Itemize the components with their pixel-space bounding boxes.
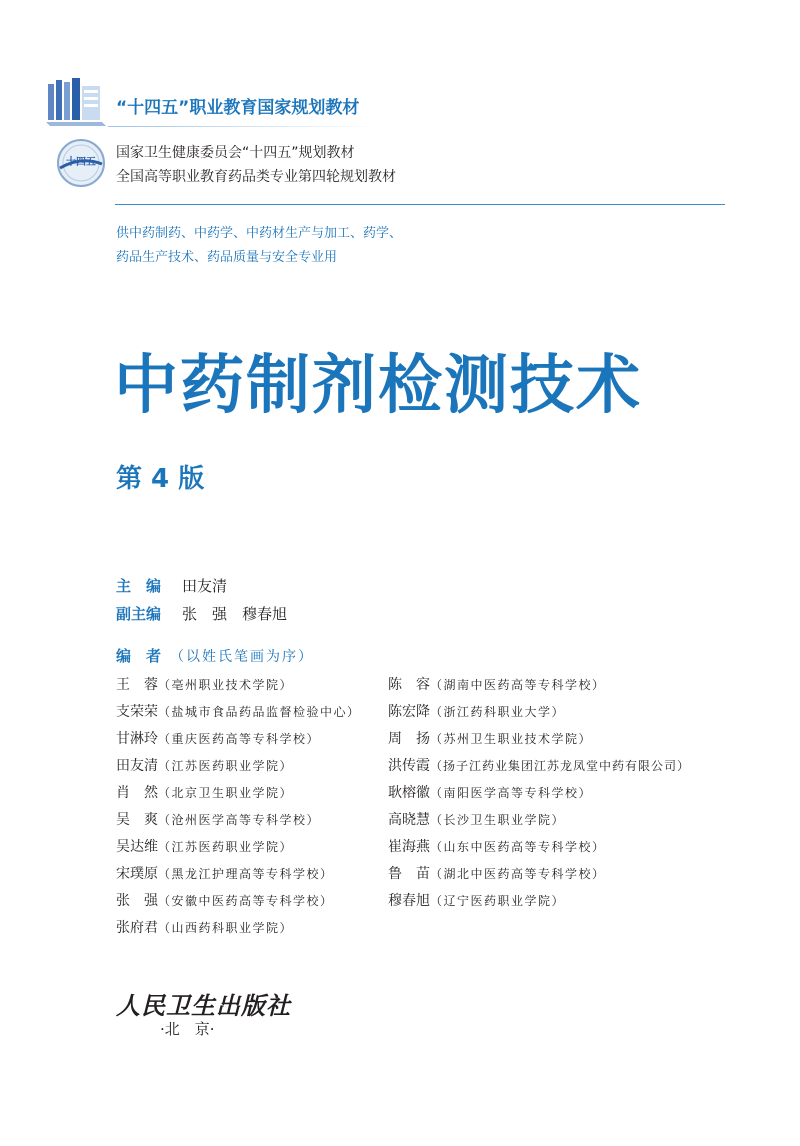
- editor-affiliation: （江苏医药职业学院）: [158, 840, 294, 854]
- editor-name: 陈宏降: [388, 704, 430, 720]
- editor-affiliation: （山东中医药高等专科学校）: [430, 840, 606, 854]
- series-logo-icon: [46, 78, 106, 128]
- editor-entry: [388, 674, 606, 694]
- seal-text: 十四五: [66, 157, 96, 168]
- editor-entry: [116, 917, 293, 937]
- editor-affiliation: （江苏医药职业学院）: [158, 759, 294, 773]
- editor-entry: [116, 728, 320, 748]
- editor-affiliation: （长沙卫生职业学院）: [430, 813, 566, 827]
- editor-name: 陈 容: [388, 677, 430, 693]
- editor-name: 洪传霞: [388, 758, 430, 774]
- editor-entry: [388, 836, 606, 856]
- editor-entry: [116, 890, 334, 910]
- editor-name: 周 扬: [388, 731, 430, 747]
- editor-affiliation: （浙江药科职业大学）: [430, 705, 566, 719]
- editor-affiliation: （湖北中医药高等专科学校）: [430, 867, 606, 881]
- editors-label: 编 者: [116, 647, 162, 665]
- editor-name: 崔海燕: [388, 839, 430, 855]
- editor-affiliation: （盐城市食品药品监督检验中心）: [158, 705, 361, 719]
- editor-name: 张 强: [116, 893, 158, 909]
- editor-affiliation: （黑龙江护理高等专科学校）: [158, 867, 334, 881]
- plan-line: 全国高等职业教育药品类专业第四轮规划教材: [116, 169, 396, 185]
- editor-affiliation: （苏州卫生职业技术学院）: [430, 732, 593, 746]
- editor-name: 支荣荣: [116, 704, 158, 720]
- editor-entry: [388, 863, 606, 883]
- editor-entry: [388, 701, 565, 721]
- editor-affiliation: （安徽中医药高等专科学校）: [158, 894, 334, 908]
- editor-entry: [116, 755, 293, 775]
- editor-affiliation: （扬子江药业集团江苏龙凤堂中药有限公司）: [430, 759, 691, 773]
- editor-entry: [116, 701, 361, 721]
- chief-editor-name: 田友清: [182, 577, 228, 595]
- publisher-city: ·北 京·: [160, 1020, 215, 1038]
- editor-entry: [116, 809, 320, 829]
- deputy-editor-label: 副主编: [116, 605, 162, 623]
- editor-name: 王 蓉: [116, 677, 158, 693]
- editor-name: 甘淋玲: [116, 731, 158, 747]
- editor-entry: [388, 728, 592, 748]
- editor-name: 高晓慧: [388, 812, 430, 828]
- book-title: 中药制剂检测技术: [114, 349, 642, 423]
- editor-name: 肖 然: [116, 785, 158, 801]
- header-divider: [115, 204, 725, 205]
- chief-editor-label: 主 编: [116, 577, 162, 595]
- editor-affiliation: （山西药科职业学院）: [158, 921, 294, 935]
- editor-affiliation: （辽宁医药职业学院）: [430, 894, 566, 908]
- editor-name: 耿榕徽: [388, 785, 430, 801]
- editor-name: 鲁 苗: [388, 866, 430, 882]
- fourteenth-five-year-seal-icon: [56, 138, 106, 188]
- editor-name: 宋璞原: [116, 866, 158, 882]
- editor-entry: [388, 809, 565, 829]
- editor-affiliation: （沧州医学高等专科学校）: [158, 813, 321, 827]
- edition-label: 第 4 版: [116, 464, 205, 494]
- plan-line: 国家卫生健康委员会“十四五”规划教材: [116, 145, 355, 161]
- editor-entry: [388, 782, 592, 802]
- editor-entry: [388, 890, 565, 910]
- editor-name: 吴 爽: [116, 812, 158, 828]
- editor-affiliation: （重庆医药高等专科学校）: [158, 732, 321, 746]
- editors-order-note: （以姓氏笔画为序）: [170, 649, 314, 665]
- editor-name: 穆春旭: [388, 893, 430, 909]
- editor-affiliation: （南阳医学高等专科学校）: [430, 786, 593, 800]
- editor-entry: [116, 782, 293, 802]
- editor-entry: [116, 674, 293, 694]
- editor-name: 田友清: [116, 758, 158, 774]
- applicable-majors-line: 药品生产技术、药品质量与安全专业用: [116, 250, 338, 265]
- editor-name: 吴达维: [116, 839, 158, 855]
- editor-entry: [388, 755, 690, 775]
- deputy-editor-names: 张 强 穆春旭: [182, 605, 288, 623]
- editor-entry: [116, 863, 334, 883]
- series-title: “十四五”职业教育国家规划教材: [116, 98, 360, 118]
- applicable-majors-line: 供中药制药、中药学、中药材生产与加工、药学、: [116, 226, 403, 241]
- editor-entry: [116, 836, 293, 856]
- editor-name: 张府君: [116, 920, 158, 936]
- editor-affiliation: （湖南中医药高等专科学校）: [430, 678, 606, 692]
- series-divider: [108, 126, 378, 127]
- publisher-logo: 人民卫生出版社: [116, 991, 291, 1020]
- editor-affiliation: （亳州职业技术学院）: [158, 678, 294, 692]
- editor-affiliation: （北京卫生职业学院）: [158, 786, 294, 800]
